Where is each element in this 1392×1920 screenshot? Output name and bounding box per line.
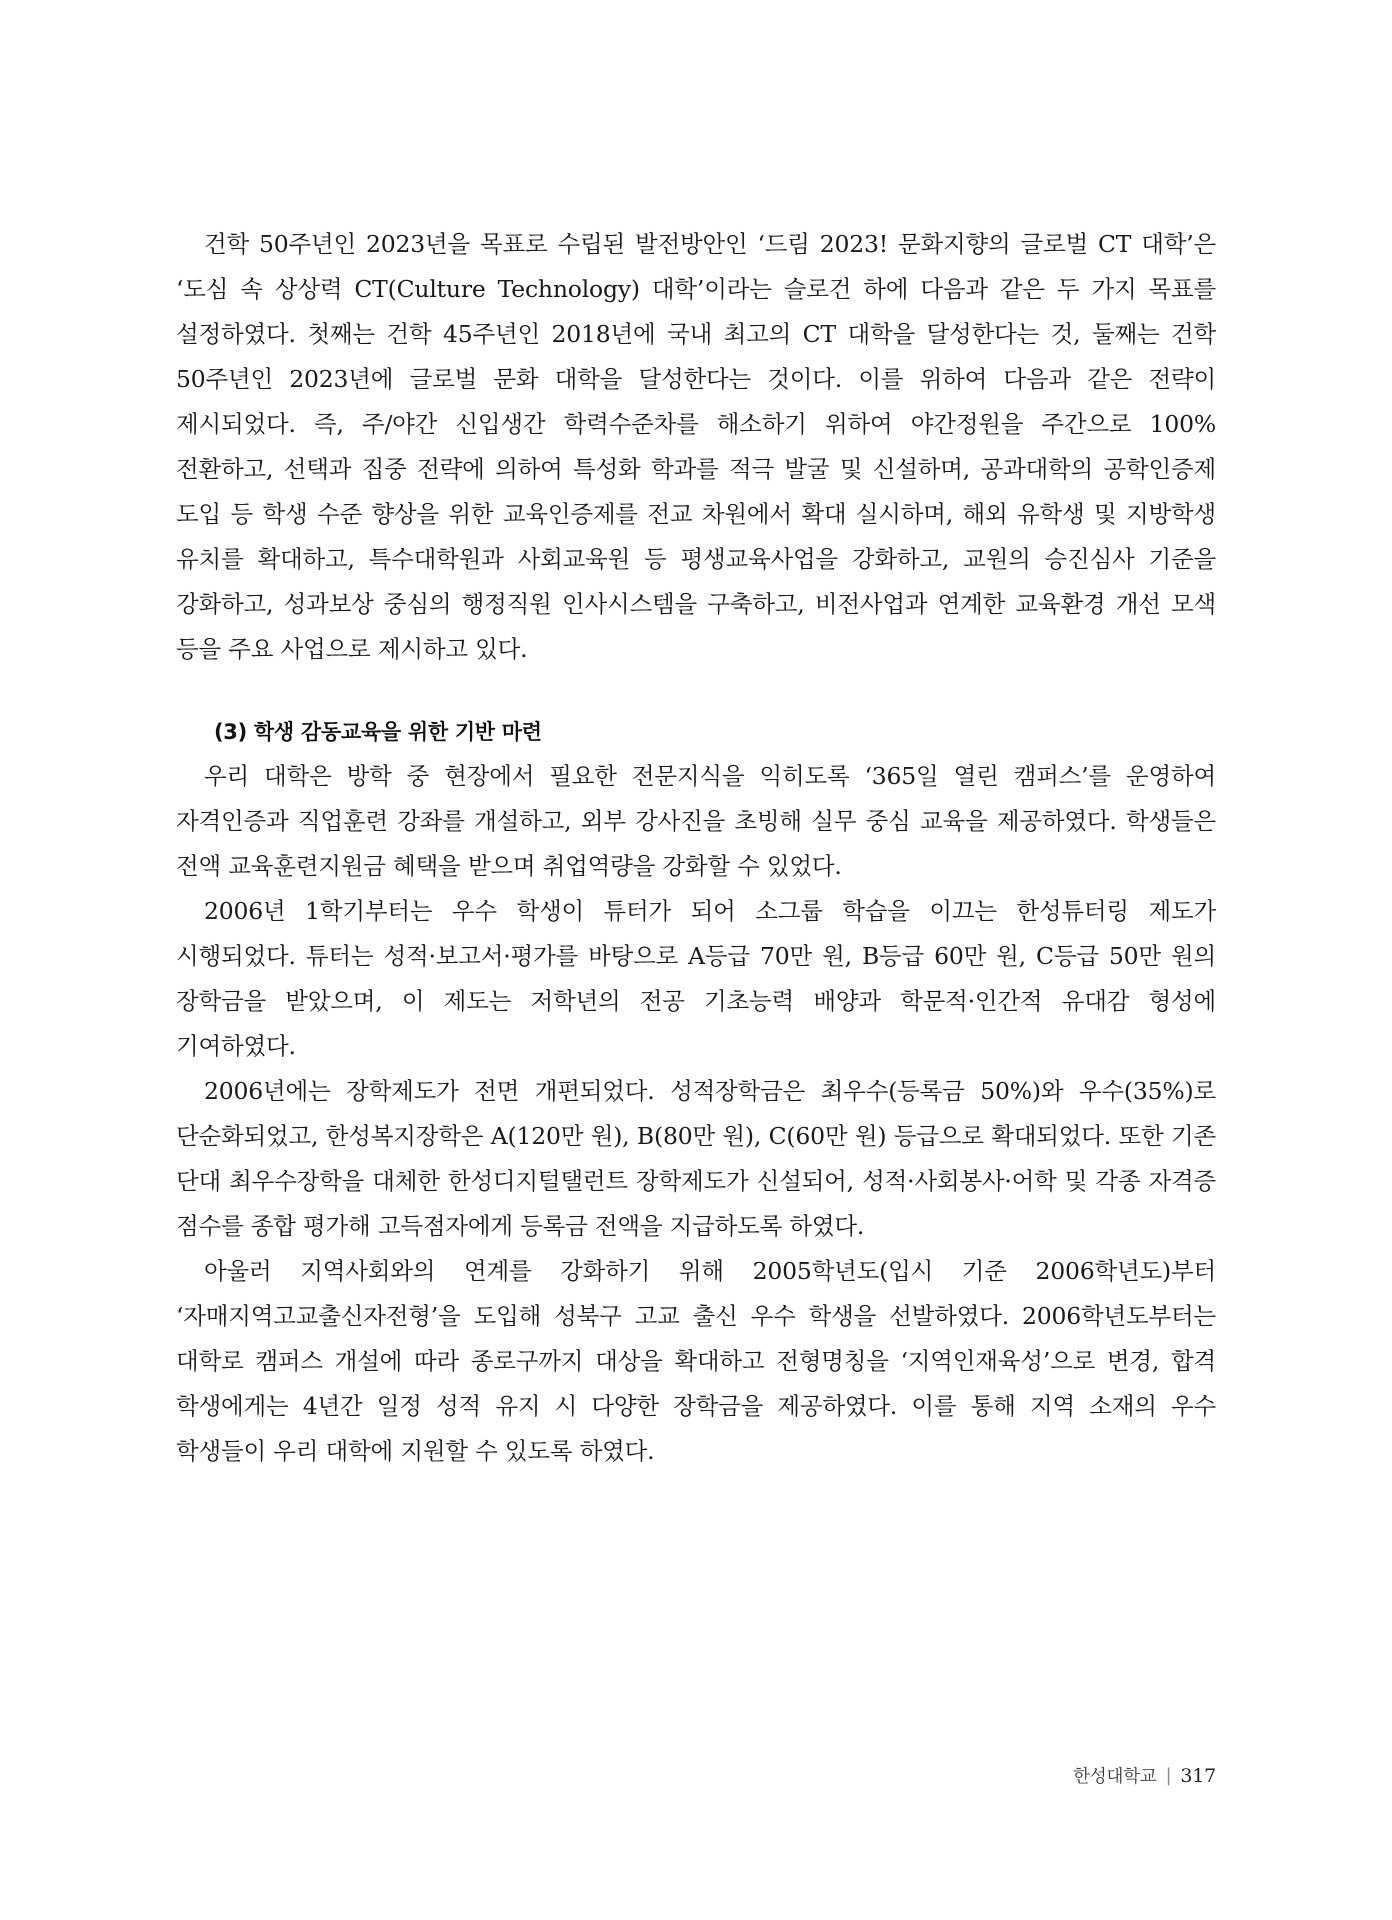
footer-institution: 한성대학교 [1073,1767,1157,1787]
paragraph-local-admission: 아울러 지역사회와의 연계를 강화하기 위해 2005학년도(입시 기준 2006학년도)부터 ‘자매지역고교출신자전형’을 도입해 성북구 고교 출신 우수 학생을 선발하였다. 2006학년도부터는 대학로 캠퍼스 개설에 따라 종로구까지 대상을 확대하고 전형명칭을 ‘지역인재육성’으로 변경, 합격 학생에게는 4년간 일정 성적 유지 시 다양한 장학금을 제공하였다. 이를 통해 지역 소재의 우수 학생들이 우리 대학에 지원할 수 있도록 하였다. [176,1257,1216,1465]
footer-page-number: 317 [1180,1764,1216,1787]
paragraph-tutoring: 2006년 1학기부터는 우수 학생이 튜터가 되어 소그룹 학습을 이끄는 한성튜터링 제도가 시행되었다. 튜터는 성적·보고서·평가를 바탕으로 A등급 70만 원, B등급 60만 원, C등급 50만 원의 장학금을 받았으며, 이 제도는 저학년의 전공 기초능력 배양과 학문적·인간적 유대감 형성에 기여하였다. [176,897,1216,1060]
section-heading: (3) 학생 감동교육을 위한 기반 마련 [214,720,542,744]
footer-separator: | [1165,1765,1172,1786]
page-footer [1073,1763,1216,1788]
page-content [176,222,1216,1474]
paragraph-spacer [176,672,1216,686]
paragraph-open-campus: 우리 대학은 방학 중 현장에서 필요한 전문지식을 익히도록 ‘365일 열린 캠퍼스’를 운영하여 자격인증과 직업훈련 강좌를 개설하고, 외부 강사진을 초빙해 실무 중심 교육을 제공하였다. 학생들은 전액 교육훈련지원금 혜택을 받으며 취업역량을 강화할 수 있었다. [176,762,1216,880]
paragraph-intro: 건학 50주년인 2023년을 목표로 수립된 발전방안인 ‘드림 2023! 문화지향의 글로벌 CT 대학’은 ‘도심 속 상상력 CT(Culture Technology) 대학’이라는 슬로건 하에 다음과 같은 두 가지 목표를 설정하였다. 첫째는 건학 45주년인 2018년에 국내 최고의 CT 대학을 달성한다는 것, 둘째는 건학 50주년인 2023년에 글로벌 문화 대학을 달성한다는 것이다. 이를 위하여 다음과 같은 전략이 제시되었다. 즉, 주/야간 신입생간 학력수준차를 해소하기 위하여 야간정원을 주간으로 100% 전환하고, 선택과 집중 전략에 의하여 특성화 학과를 적극 발굴 및 신설하며, 공과대학의 공학인증제 도입 등 학생 수준 향상을 위한 교육인증제를 전교 차원에서 확대 실시하며, 해외 유학생 및 지방학생 유치를 확대하고, 특수대학원과 사회교육원 등 평생교육사업을 강화하고, 교원의 승진심사 기준을 강화하고, 성과보상 중심의 행정직원 인사시스템을 구축하고, 비전사업과 연계한 교육환경 개선 모색 등을 주요 사업으로 제시하고 있다. [176,230,1217,663]
paragraph-scholarship: 2006년에는 장학제도가 전면 개편되었다. 성적장학금은 최우수(등록금 50%)와 우수(35%)로 단순화되었고, 한성복지장학은 A(120만 원), B(80만 원), C(60만 원) 등급으로 확대되었다. 또한 기존 단대 최우수장학을 대체한 한성디지털탤런트 장학제도가 신설되어, 성적·사회봉사·어학 및 각종 자격증 점수를 종합 평가해 고득점자에게 등록금 전액을 지급하도록 하였다. [176,1077,1216,1240]
